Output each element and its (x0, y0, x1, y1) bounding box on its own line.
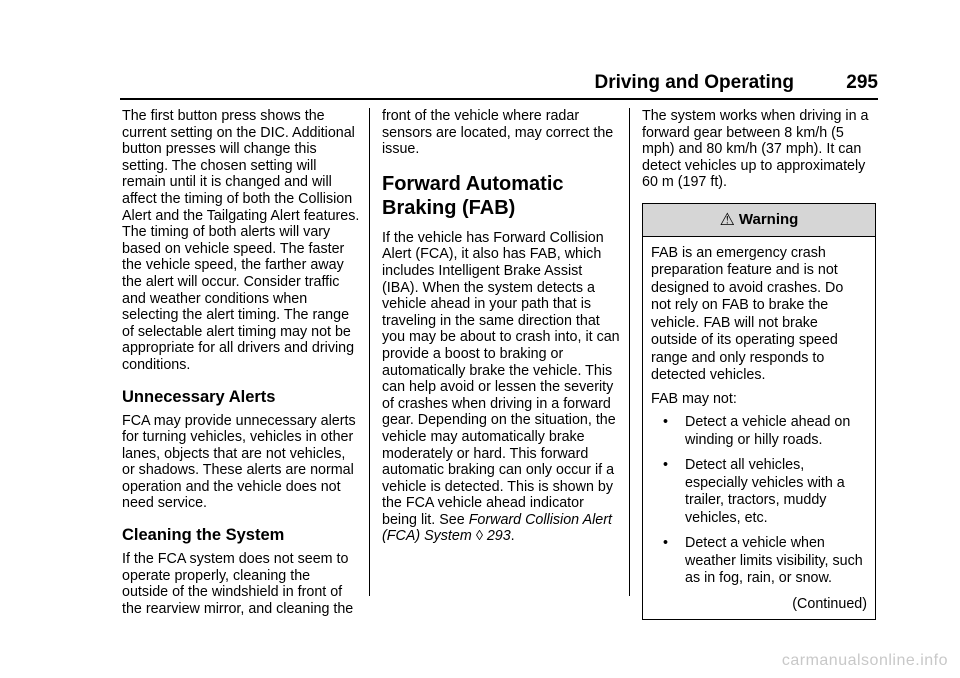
cleaning-continued-paragraph: front of the vehicle where radar sensors are located, may correct the issue. (382, 108, 614, 158)
page-number: 295 (846, 72, 878, 93)
warning-triangle-icon: ⚠ (719, 209, 735, 229)
watermark-text: carmanualsonline.info (781, 652, 948, 669)
watermark (0, 652, 960, 670)
bullet-icon: • (663, 457, 669, 474)
list-item (651, 414, 867, 449)
bullet-icon: • (663, 414, 669, 431)
intro-paragraph: The first button press shows the current setting on the DIC. Additional button presses will change this setting. The chosen setting will remain until it is changed and will affect the timing of both the Collision Alert and the Tailgating Alert features. The timing of both alerts will vary based on vehicle speed. The faster the vehicle speed, the farther away the alert will occur. Consider traffic and weather conditions when selecting the alert timing. The range of selectable alert timing may not be appropriate for all drivers and driving conditions. (122, 108, 360, 373)
column-3 (642, 108, 878, 620)
cleaning-paragraph: If the FCA system does not seem to operate properly, cleaning the outside of the windshield in front of the rearview mirror, and cleaning the (122, 551, 354, 617)
page-header (0, 72, 878, 96)
warning-title: Warning (738, 210, 799, 228)
list-item (651, 457, 867, 527)
warning-paragraph-1: FAB is an emergency crash preparation feature and is not designed to avoid crashes. Do not rely on FAB to brake the vehicle. FAB will not brake outside of its operating speed range and only responds to detected vehicles. (651, 244, 844, 384)
warning-body (643, 237, 875, 620)
warning-paragraph-2: FAB may not: (651, 390, 737, 407)
list-item-text: Detect a vehicle when weather limits visibility, such as in fog, rain, or snow. (685, 535, 863, 587)
warning-list (651, 414, 867, 588)
xref-end: . (510, 528, 515, 545)
section-title: Driving and Operating (594, 72, 794, 93)
warning-header (643, 204, 875, 237)
list-item (651, 535, 867, 588)
speed-range-paragraph: The system works when driving in a forward gear between 8 km/h (5 mph) and 80 km/h (37 mph). It can detect vehicles up to approximately 60 m (197 ft). (642, 108, 869, 191)
header-rule (120, 98, 878, 100)
fab-text: If the vehicle has Forward Collision Alert (FCA), it also has FAB, which includes Intelligent Brake Assist (IBA). When the system detects a vehicle ahead in your path that is traveling in the same direction that you may be about to crash into, it can provide a boost to braking or automatically brake the vehicle. This can help avoid or lessen the severity of crashes when driving in a forward gear. Depending on the situation, the vehicle may automatically brake moderately or hard. This forward automatic braking can only occur if a vehicle is detected. This is shown by the FCA vehicle ahead indicator being lit. (382, 229, 620, 528)
column-divider-1 (369, 108, 370, 596)
heading-cleaning-system: Cleaning the System (122, 526, 285, 545)
xref-text: Forward Collision Alert (FCA) System (382, 511, 612, 545)
heading-forward-automatic-braking: Forward Automatic Braking (FAB) (382, 172, 564, 219)
xref-arrow-icon: ◊ (475, 528, 483, 545)
warning-box (642, 203, 876, 621)
fab-paragraph (382, 230, 620, 545)
unnecessary-alerts-paragraph: FCA may provide unnecessary alerts for turning vehicles, vehicles in other lanes, objects that are not vehicles, or shadows. These alerts are normal operation and the vehicle does not need service. (122, 412, 356, 512)
heading-unnecessary-alerts: Unnecessary Alerts (122, 387, 276, 406)
see-prefix: See (439, 511, 465, 528)
list-item-text: Detect a vehicle ahead on winding or hilly roads. (685, 414, 851, 448)
column-1 (122, 108, 360, 621)
bullet-icon: • (663, 535, 669, 552)
list-item-text: Detect all vehicles, especially vehicles with a trailer, tractors, muddy vehicles, etc. (685, 457, 845, 526)
column-2 (382, 108, 620, 549)
column-divider-2 (629, 108, 630, 596)
xref-page: 293 (486, 528, 511, 545)
continued-label: (Continued) (792, 595, 867, 612)
